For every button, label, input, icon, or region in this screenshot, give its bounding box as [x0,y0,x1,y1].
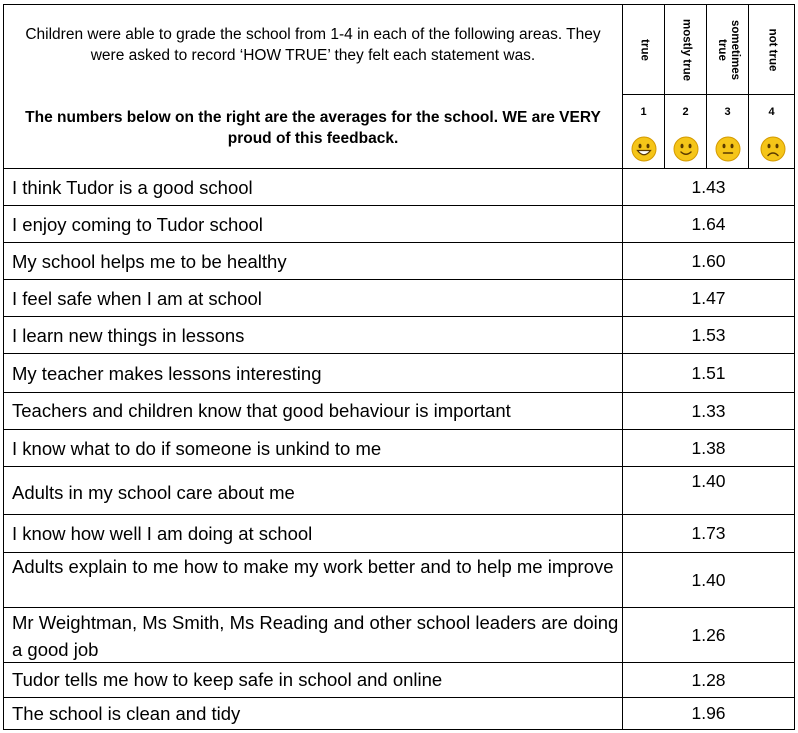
feedback-table [3,4,795,730]
table-row [4,206,794,243]
average-score: 1.43 [691,177,726,197]
average-score: 1.26 [691,625,726,645]
table-row [4,169,794,206]
table-row [4,354,794,393]
average-score: 1.53 [691,325,726,345]
table-row [4,430,794,467]
scale-number: 3 [707,95,749,130]
average-score: 1.60 [691,251,726,271]
statement: My school helps me to be healthy [4,243,623,279]
averages-note: The numbers below on the right are the averages for the school. WE are VERY proud of this feedback. [25,109,601,147]
slightly-smiling-face-icon [673,136,699,162]
statement: I enjoy coming to Tudor school [4,206,623,242]
scale-header-true [623,5,665,95]
grinning-face-icon [631,136,657,162]
statement: I think Tudor is a good school [4,169,623,205]
face-cell [707,130,749,169]
statement: I feel safe when I am at school [4,280,623,316]
scale-label: true [638,39,650,61]
average-score: 1.47 [691,288,726,308]
table-row [4,467,794,515]
table-row [4,698,794,729]
statement: Mr Weightman, Ms Smith, Ms Reading and other school leaders are doing a good job [4,608,623,662]
table-row [4,608,794,663]
statement: The school is clean and tidy [4,698,623,729]
statement: My teacher makes lessons interesting [4,354,623,392]
statement: I learn new things in lessons [4,317,623,353]
statement: Adults explain to me how to make my work better and to help me improve [4,553,623,607]
table-row [4,515,794,553]
face-cell [623,130,665,169]
statement: Teachers and children know that good behaviour is important [4,393,623,429]
scale-number: 2 [665,95,707,130]
intro-text: Children were able to grade the school from 1-4 in each of the following areas. They were asked to record ‘HOW TRUE’ they felt each statement was. [25,26,601,64]
average-score: 1.33 [691,401,726,421]
table-row [4,280,794,317]
scale-label: sometimes true [715,20,741,81]
frowning-face-icon [760,136,786,162]
average-score: 1.40 [691,570,726,590]
scale-label: mostly true [680,19,692,81]
scale-header-not-true [749,5,794,95]
face-cell [665,130,707,169]
statement: I know what to do if someone is unkind to me [4,430,623,466]
intro-cell [4,5,623,169]
table-row [4,317,794,354]
table-row [4,553,794,608]
average-score: 1.64 [691,214,726,234]
statement: Adults in my school care about me [4,467,623,514]
scale-number: 4 [768,106,775,118]
statement: Tudor tells me how to keep safe in school and online [4,663,623,697]
table-row [4,243,794,280]
statement: I know how well I am doing at school [4,515,623,552]
average-score: 1.73 [691,523,726,543]
average-score: 1.28 [691,670,726,690]
average-score: 1.40 [691,471,726,491]
scale-header-sometimes-true [707,5,749,95]
average-score: 1.96 [691,703,726,723]
table-row [4,663,794,698]
scale-label: not true [766,28,778,72]
face-cell [749,130,794,169]
average-score: 1.51 [691,363,726,383]
scale-number: 1 [623,95,665,130]
average-score: 1.38 [691,438,726,458]
neutral-face-icon [715,136,741,162]
scale-header-mostly-true [665,5,707,95]
table-row [4,393,794,430]
